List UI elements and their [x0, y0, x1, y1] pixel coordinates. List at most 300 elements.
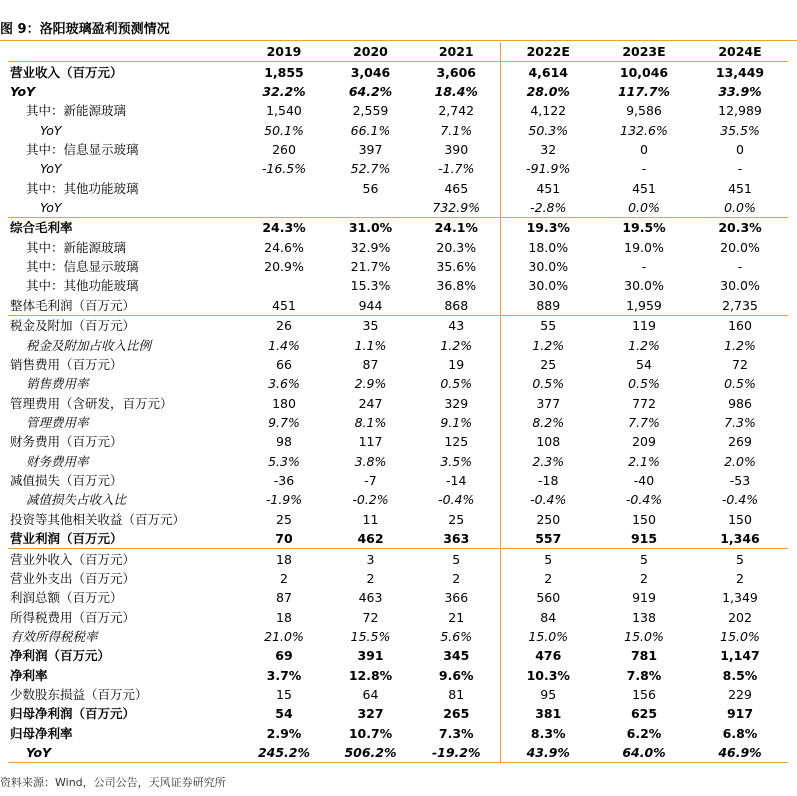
table-cell: 3,046	[350, 64, 391, 80]
table-cell	[240, 276, 328, 295]
table-row	[8, 471, 788, 490]
table-cell: 986	[728, 395, 752, 411]
table-cell: 8.5%	[722, 667, 758, 683]
table-cell: 3	[328, 549, 413, 569]
table-cell: 18	[240, 549, 328, 569]
table-cell: 50.3%	[500, 120, 596, 139]
table-cell: 119	[596, 316, 692, 336]
table-cell: 2,559	[352, 103, 389, 119]
table-cell: 20.0%	[720, 239, 760, 255]
table-cell: 1.4%	[268, 337, 300, 353]
table-cell: 0	[736, 141, 744, 157]
table-row	[8, 140, 788, 159]
table-cell: -7	[364, 473, 377, 489]
table-row	[8, 413, 788, 432]
table-cell: 2.1%	[628, 453, 660, 469]
table-cell: 50.1%	[264, 122, 304, 138]
header-2023e: 2023E	[596, 42, 692, 62]
table-cell: 772	[632, 395, 656, 411]
table-cell: -0.4%	[500, 490, 596, 509]
table-cell: 0.5%	[500, 374, 596, 393]
table-cell: 64.0%	[596, 743, 692, 763]
figure-title: 图 9：洛阳玻璃盈利预测情况	[0, 22, 170, 37]
table-cell: 64	[362, 687, 379, 703]
table-cell: 868	[444, 297, 469, 313]
table-cell: 43	[413, 316, 500, 336]
table-cell: 64.2%	[348, 83, 393, 99]
table-cell: 3.7%	[266, 667, 302, 683]
table-cell: 915	[630, 531, 658, 547]
row-label: 营业收入（百万元）	[10, 64, 123, 80]
table-cell: 21	[448, 609, 465, 625]
table-cell: 265	[443, 706, 470, 722]
table-cell: 363	[443, 531, 470, 547]
table-cell: 1,349	[722, 590, 758, 606]
table-cell: 10,046	[619, 64, 669, 80]
table-cell: 451	[272, 297, 296, 313]
table-row	[8, 374, 788, 393]
table-cell: 0	[640, 141, 648, 157]
table-cell: 345	[443, 648, 470, 664]
table-cell	[240, 179, 328, 198]
row-label: 归母净利润（百万元）	[10, 706, 136, 722]
table-row	[8, 335, 788, 354]
table-cell: 506.2%	[328, 743, 413, 763]
table-cell: 625	[630, 706, 658, 722]
table-row	[8, 218, 788, 238]
table-cell: 2	[640, 570, 648, 586]
table-cell: -91.9%	[500, 159, 596, 178]
table-cell: 7.1%	[440, 122, 473, 138]
table-cell: 451	[500, 179, 596, 198]
table-cell: 20.3%	[436, 239, 477, 255]
table-row	[8, 510, 788, 529]
table-cell: 52.7%	[350, 161, 391, 177]
table-cell: 560	[500, 588, 596, 607]
table-cell: 25	[500, 355, 596, 374]
table-row	[8, 393, 788, 412]
title-rule	[0, 40, 797, 41]
table-cell: 5	[413, 549, 500, 569]
table-cell: -2.8%	[500, 198, 596, 218]
table-cell: 21.0%	[264, 628, 304, 644]
table-cell: 3.6%	[268, 376, 300, 392]
table-row	[8, 569, 788, 588]
row-label: 财务费用率	[26, 453, 89, 469]
table-cell: 15.0%	[720, 628, 760, 644]
table-cell: 732.9%	[432, 200, 481, 216]
table-cell: 919	[632, 590, 656, 606]
table-cell: 2	[736, 570, 744, 586]
table-row	[8, 588, 788, 607]
table-cell: 451	[632, 180, 656, 196]
table-row	[8, 120, 788, 139]
table-cell: 4,614	[500, 62, 596, 82]
table-cell: 2	[500, 569, 596, 588]
table-row	[8, 159, 788, 178]
row-label: 其中：其他功能玻璃	[26, 278, 139, 294]
table-row	[8, 62, 788, 82]
table-cell: 397	[358, 141, 383, 157]
table-cell	[240, 198, 328, 218]
table-cell: -14	[446, 473, 467, 489]
table-cell: 463	[358, 590, 383, 606]
table-cell: 117	[358, 434, 383, 450]
table-cell: 1,346	[720, 531, 760, 547]
table-cell: 2.9%	[266, 725, 302, 741]
table-cell: -0.4%	[438, 492, 475, 508]
table-cell: 19	[448, 356, 465, 372]
table-cell: 2	[366, 570, 375, 586]
table-row	[8, 179, 788, 198]
table-cell: 7.7%	[628, 415, 660, 430]
header-2022e: 2022E	[500, 42, 596, 62]
table-cell: 2,735	[722, 297, 758, 313]
table-cell: 35	[328, 316, 413, 336]
table-cell: 2	[452, 570, 461, 586]
table-cell: -0.4%	[721, 492, 759, 508]
forecast-table	[8, 42, 788, 763]
table-cell: 56	[362, 180, 379, 196]
table-row	[8, 607, 788, 626]
table-cell: 26	[240, 316, 328, 336]
row-label: 利润总额（百万元）	[10, 590, 123, 606]
row-label: 销售费用（百万元）	[10, 356, 123, 372]
table-cell: 19.0%	[624, 239, 664, 255]
table-cell: 1,540	[266, 103, 302, 119]
row-label: 管理费用（含研发，百万元）	[10, 395, 173, 411]
table-cell: 12,989	[718, 103, 762, 119]
table-cell: 381	[500, 704, 596, 723]
table-row	[8, 704, 788, 723]
table-cell: 25	[448, 511, 465, 527]
table-cell: 7.3%	[724, 415, 756, 430]
row-label: 净利润（百万元）	[10, 648, 111, 664]
table-row	[8, 646, 788, 665]
table-row	[8, 296, 788, 316]
row-label: 其中：新能源玻璃	[26, 103, 127, 119]
table-cell: 24.3%	[240, 218, 328, 238]
row-label: 销售费用率	[26, 376, 89, 392]
table-cell: -40	[633, 473, 655, 489]
table-cell: 32	[500, 140, 596, 159]
table-cell: 329	[444, 395, 469, 411]
table-cell: 30.0%	[500, 276, 596, 295]
table-cell: 95	[500, 685, 596, 704]
table-cell	[328, 198, 413, 218]
table-cell: 46.9%	[692, 743, 788, 763]
table-cell: 35.5%	[720, 122, 760, 138]
row-label: YoY	[10, 83, 36, 99]
table-cell: -18	[500, 471, 596, 490]
table-cell: 269	[728, 434, 752, 450]
table-cell: 8.1%	[354, 415, 387, 430]
table-cell: 24.6%	[264, 239, 304, 255]
table-cell: -0.2%	[352, 492, 389, 508]
table-cell: 260	[272, 141, 296, 157]
table-cell: 132.6%	[620, 122, 668, 138]
table-cell: 3,606	[436, 64, 477, 80]
table-cell: 70	[275, 531, 293, 547]
table-cell: 81	[448, 687, 465, 703]
table-cell: 0.0%	[628, 200, 660, 216]
table-cell: 5	[500, 549, 596, 569]
table-cell: 87	[276, 590, 292, 606]
table-cell: 2	[280, 570, 288, 586]
table-cell: 5.3%	[268, 453, 300, 469]
table-cell: 5	[692, 549, 788, 569]
table-cell: 117.7%	[617, 83, 671, 99]
table-cell: 250	[500, 510, 596, 529]
table-cell: -53	[729, 473, 751, 489]
table-cell: 366	[444, 590, 469, 606]
table-row	[8, 685, 788, 704]
table-cell: 87	[362, 356, 379, 372]
table-cell: 245.2%	[240, 743, 328, 763]
table-cell: 125	[444, 434, 469, 450]
table-cell: 15.0%	[624, 628, 664, 644]
table-cell: 150	[632, 511, 656, 527]
table-cell: -	[641, 259, 647, 275]
table-cell: 327	[357, 706, 384, 722]
table-cell: 19.3%	[500, 218, 596, 238]
table-cell: 781	[630, 648, 658, 664]
table-cell: 180	[272, 395, 296, 411]
table-cell: -	[641, 161, 647, 177]
row-label: 其中：信息显示玻璃	[26, 259, 139, 275]
table-row	[8, 257, 788, 276]
row-label: 财务费用（百万元）	[10, 434, 123, 450]
table-cell: 6.2%	[626, 725, 662, 741]
table-cell: 3.8%	[354, 453, 387, 469]
table-cell: 9.6%	[438, 667, 474, 683]
table-cell: -16.5%	[261, 161, 307, 177]
table-cell: 2.3%	[500, 452, 596, 471]
row-label: 其中：信息显示玻璃	[26, 141, 139, 157]
table-row	[8, 627, 788, 646]
table-cell: 391	[357, 648, 384, 664]
table-cell: 160	[692, 316, 788, 336]
row-label: 管理费用率	[26, 415, 89, 430]
table-cell: 18.0%	[500, 238, 596, 257]
table-cell: 7.3%	[438, 725, 474, 741]
table-cell: 43.9%	[500, 743, 596, 763]
table-cell: 32.9%	[350, 239, 391, 255]
table-cell: 465	[444, 180, 469, 196]
table-cell: 108	[500, 432, 596, 451]
table-cell: 476	[500, 646, 596, 665]
table-cell: 8.3%	[500, 724, 596, 743]
table-cell: 54	[275, 706, 293, 722]
header-2019: 2019	[240, 42, 328, 62]
header-2020: 2020	[328, 42, 413, 62]
table-cell: 69	[275, 648, 293, 664]
table-cell: 944	[358, 297, 383, 313]
table-cell: 2.9%	[354, 376, 387, 392]
row-label: 减值损失（百万元）	[10, 473, 123, 489]
table-cell: 19.5%	[596, 218, 692, 238]
row-label: 税金及附加（百万元）	[8, 316, 240, 336]
table-row	[8, 101, 788, 120]
table-row	[8, 724, 788, 743]
table-cell: 3.5%	[440, 453, 473, 469]
table-cell: 156	[632, 687, 656, 703]
table-cell: 10.7%	[348, 725, 393, 741]
table-cell: 0.0%	[724, 200, 756, 216]
table-cell: -19.2%	[413, 743, 500, 763]
header-2024e: 2024E	[692, 42, 788, 62]
source-note: 资料来源：Wind，公司公告，天风证券研究所	[0, 776, 226, 789]
row-label: 其中：新能源玻璃	[26, 239, 127, 255]
table-cell: 5	[596, 549, 692, 569]
table-cell: 202	[728, 609, 752, 625]
table-cell: 4,122	[500, 101, 596, 120]
row-label: 其中：其他功能玻璃	[26, 180, 139, 196]
table-row	[8, 82, 788, 101]
row-label: 有效所得税税率	[10, 628, 98, 644]
row-label: YoY	[40, 200, 62, 216]
table-row	[8, 238, 788, 257]
table-cell: 35.6%	[436, 259, 477, 275]
table-cell: 209	[632, 434, 656, 450]
table-row	[8, 276, 788, 295]
table-cell: 36.8%	[436, 278, 477, 294]
header-row	[8, 42, 788, 62]
table-cell: 21.7%	[350, 259, 391, 275]
table-cell: 1,147	[720, 648, 760, 664]
table-cell: 54	[636, 356, 652, 372]
table-cell: 1,959	[626, 297, 662, 313]
table-cell: 28.0%	[500, 82, 596, 101]
table-cell: 377	[500, 393, 596, 412]
table-cell: 9.1%	[440, 415, 473, 430]
table-cell: -	[737, 259, 743, 275]
table-row	[8, 355, 788, 374]
table-cell: 72	[362, 609, 379, 625]
table-cell: 84	[500, 607, 596, 626]
table-row	[8, 452, 788, 471]
table-cell: 5.6%	[440, 628, 473, 644]
table-cell: -1.9%	[265, 492, 303, 508]
table-cell: 30.0%	[720, 278, 760, 294]
table-cell: 13,449	[715, 64, 765, 80]
table-cell: 15.3%	[350, 278, 391, 294]
table-row	[8, 198, 788, 218]
table-cell: 18	[276, 609, 292, 625]
table-cell: 66	[276, 356, 292, 372]
table-cell: 2,742	[438, 103, 475, 119]
row-label: 整体毛利润（百万元）	[10, 297, 136, 313]
table-cell: -	[737, 161, 743, 177]
table-cell: 462	[357, 531, 384, 547]
table-cell: 0.5%	[724, 376, 756, 392]
table-cell: 15.0%	[500, 627, 596, 646]
table-cell: -36	[273, 473, 295, 489]
table-cell: 889	[500, 296, 596, 316]
table-cell: 917	[726, 706, 754, 722]
table-cell: 55	[500, 316, 596, 336]
table-cell: 8.2%	[500, 413, 596, 432]
table-cell: 229	[728, 687, 752, 703]
row-label: 净利率	[10, 667, 48, 683]
table-cell: 138	[632, 609, 656, 625]
row-label: 营业外支出（百万元）	[10, 570, 136, 586]
table-cell: 72	[732, 356, 748, 372]
row-label: YoY	[40, 122, 62, 138]
row-label: 所得税费用（百万元）	[10, 609, 136, 625]
table-cell: 1.2%	[440, 337, 473, 353]
table-cell: 32.2%	[262, 83, 306, 99]
table-cell: 15.5%	[350, 628, 391, 644]
row-label: 投资等其他相关收益（百万元）	[10, 511, 186, 527]
header-2021: 2021	[413, 42, 500, 62]
table-cell: -1.7%	[438, 161, 475, 177]
table-cell: 9,586	[626, 103, 662, 119]
row-label: 税金及附加占收入比例	[26, 337, 152, 353]
table-cell: 30.0%	[500, 257, 596, 276]
table-cell: 33.9%	[718, 83, 762, 99]
table-cell: 18.4%	[434, 83, 478, 99]
table-row	[8, 490, 788, 509]
table-cell: 247	[358, 395, 383, 411]
table-cell: 451	[728, 180, 752, 196]
table-cell: 1.2%	[500, 335, 596, 354]
table-cell: 66.1%	[350, 122, 391, 138]
table-cell: 0.5%	[628, 376, 660, 392]
table-cell: 6.8%	[722, 725, 758, 741]
table-cell: 1.1%	[354, 337, 387, 353]
table-cell: 11	[362, 511, 379, 527]
table-row	[8, 316, 788, 336]
table-cell: 1.2%	[628, 337, 660, 353]
table-cell: 10.3%	[500, 666, 596, 685]
table-cell: 7.8%	[626, 667, 662, 683]
table-cell: 15	[276, 687, 292, 703]
row-label: 营业外收入（百万元）	[8, 549, 240, 569]
table-cell: 150	[728, 511, 752, 527]
row-label: 少数股东损益（百万元）	[10, 687, 148, 703]
table-cell: 1,855	[264, 64, 304, 80]
table-cell: 98	[276, 434, 292, 450]
table-cell: 1.2%	[724, 337, 756, 353]
row-label: YoY	[8, 743, 240, 763]
row-label: 综合毛利率	[8, 218, 240, 238]
table-cell: 9.7%	[268, 415, 300, 430]
table-cell: 31.0%	[328, 218, 413, 238]
table-row	[8, 529, 788, 549]
table-cell: 20.3%	[692, 218, 788, 238]
table-cell: 557	[500, 529, 596, 549]
row-label: 减值损失占收入比	[26, 492, 127, 508]
table-cell: 390	[444, 141, 469, 157]
table-row	[8, 549, 788, 569]
table-cell: 20.9%	[264, 259, 304, 275]
table-cell: 2.0%	[724, 453, 756, 469]
table-row	[8, 743, 788, 763]
table-cell: 24.1%	[413, 218, 500, 238]
table-cell: 30.0%	[624, 278, 664, 294]
table-cell: 0.5%	[440, 376, 473, 392]
row-label: YoY	[40, 161, 62, 177]
table-row	[8, 432, 788, 451]
header-label	[8, 42, 240, 62]
row-label: 归母净利率	[10, 725, 73, 741]
table-row	[8, 666, 788, 685]
row-label: 营业利润（百万元）	[10, 531, 123, 547]
table-cell: -0.4%	[625, 492, 663, 508]
table-cell: 25	[276, 511, 292, 527]
table-cell: 12.8%	[348, 667, 393, 683]
